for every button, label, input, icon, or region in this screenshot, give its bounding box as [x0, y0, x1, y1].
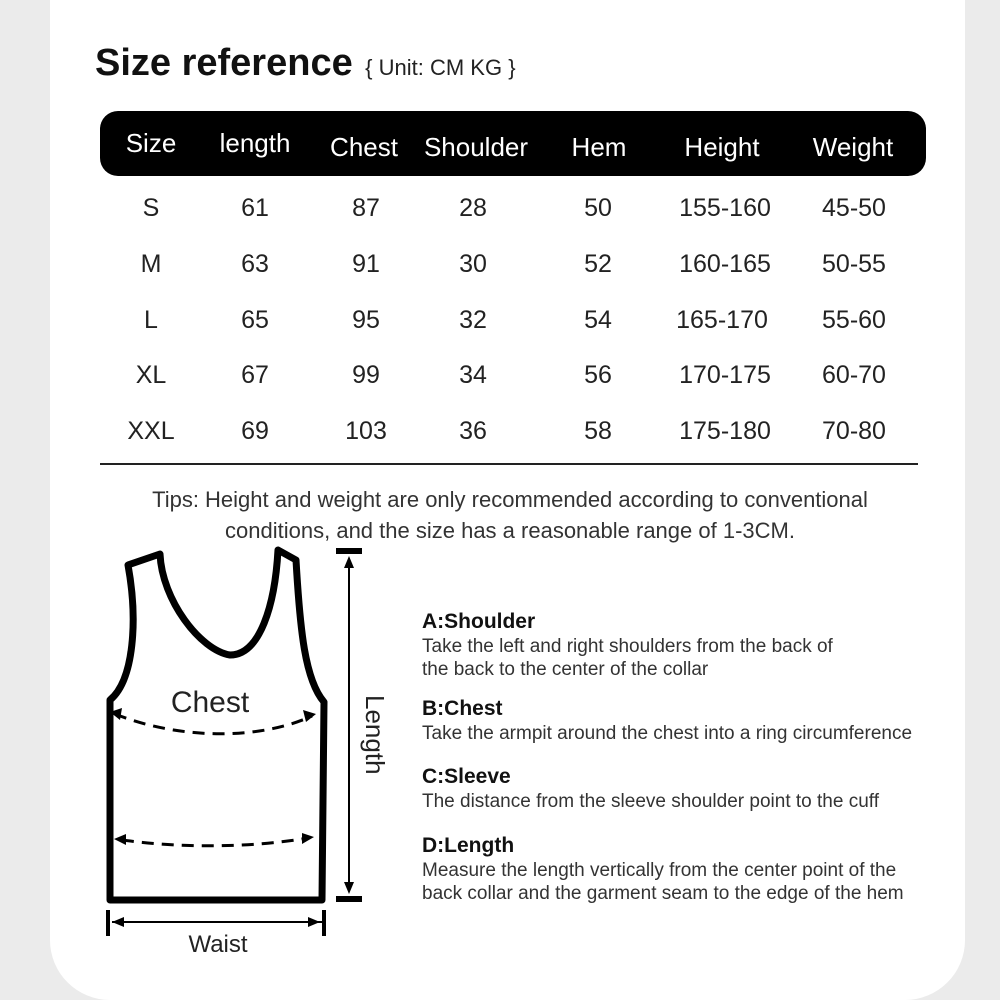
table-cell: 28: [459, 194, 487, 222]
header-length: length: [219, 128, 291, 158]
table-cell: 52: [584, 250, 612, 278]
waist-inner-measure-line: [122, 838, 308, 846]
table-cell: 170-175: [679, 361, 771, 389]
tips-line: Tips: Height and weight are only recommended according to conventional: [152, 487, 868, 512]
table-cell: 103: [345, 417, 387, 445]
table-cell: 95: [352, 306, 380, 334]
description-sleeve: [422, 764, 982, 813]
table-cell: 165-170: [676, 306, 768, 334]
unit-label: { Unit: CM KG }: [365, 55, 516, 80]
description-title: C:Sleeve: [422, 765, 511, 788]
length-label: Length: [360, 695, 390, 775]
description-title: B:Chest: [422, 697, 503, 720]
description-shoulder: [422, 609, 982, 681]
table-cell: L: [144, 306, 158, 334]
tank-top-outline: [110, 550, 324, 900]
description-text: [422, 859, 982, 905]
table-cell: 56: [584, 361, 612, 389]
table-cell: 70-80: [822, 417, 886, 445]
description-chest: [422, 696, 982, 745]
header-shoulder: Shoulder: [423, 132, 529, 162]
table-cell: 87: [352, 194, 380, 222]
waist-label: Waist: [188, 931, 248, 958]
tank-top-illustration: [90, 540, 400, 970]
description-line: back collar and the garment seam to the edge of the hem: [422, 883, 904, 904]
table-cell: 175-180: [679, 417, 771, 445]
table-cell: 55-60: [822, 306, 886, 334]
description-title: A:Shoulder: [422, 610, 536, 633]
table-cell: 50: [584, 194, 612, 222]
table-cell: 63: [241, 250, 269, 278]
table-cell: 99: [352, 361, 380, 389]
description-text: [422, 722, 982, 745]
waist-inner-arrow-right: [302, 833, 314, 844]
description-text: [422, 635, 982, 681]
waist-inner-arrow-left: [114, 834, 126, 845]
header-size: Size: [125, 128, 177, 158]
table-cell: 50-55: [822, 250, 886, 278]
table-cell: 54: [584, 306, 612, 334]
table-cell: 91: [352, 250, 380, 278]
page-title: Size reference: [95, 42, 353, 84]
description-length: [422, 833, 982, 905]
table-cell: XL: [135, 361, 167, 389]
description-line: Take the left and right shoulders from the back of: [422, 636, 833, 657]
table-cell: 155-160: [679, 194, 771, 222]
header-hem: Hem: [571, 132, 627, 162]
description-text: [422, 790, 982, 813]
table-cell: S: [142, 194, 160, 222]
tank-top-diagram: [90, 540, 400, 975]
length-arrow-top: [344, 556, 354, 568]
table-cell: 45-50: [822, 194, 886, 222]
table-cell: 61: [241, 194, 269, 222]
table-cell: M: [140, 250, 162, 278]
table-cell: 34: [459, 361, 487, 389]
waist-left-cap: [106, 910, 110, 936]
table-cell: 69: [241, 417, 269, 445]
table-cell: 67: [241, 361, 269, 389]
waist-arrow-left: [112, 917, 124, 927]
chest-arrow-right: [303, 710, 316, 722]
header-height: Height: [684, 132, 760, 162]
table-cell: XXL: [127, 417, 175, 445]
waist-right-cap: [322, 910, 326, 936]
tips-line: conditions, and the size has a reasonable range of 1-3CM.: [225, 518, 795, 543]
tips-text: [80, 484, 940, 546]
table-cell: 60-70: [822, 361, 886, 389]
chest-label: Chest: [170, 686, 250, 719]
description-title: D:Length: [422, 834, 515, 857]
table-cell: 65: [241, 306, 269, 334]
header-chest: Chest: [330, 132, 398, 162]
description-line: The distance from the sleeve shoulder point to the cuff: [422, 791, 879, 812]
table-divider: [100, 463, 918, 465]
table-cell: 36: [459, 417, 487, 445]
length-arrow-bottom: [344, 882, 354, 894]
table-cell: 30: [459, 250, 487, 278]
table-cell: 32: [459, 306, 487, 334]
title-row: [95, 42, 516, 85]
table-header: [100, 111, 926, 176]
description-line: Measure the length vertically from the center point of the: [422, 860, 897, 881]
table-cell: 58: [584, 417, 612, 445]
header-weight: Weight: [812, 132, 894, 162]
length-bottom-cap: [336, 896, 362, 902]
table-cell: 160-165: [679, 250, 771, 278]
waist-arrow-right: [308, 917, 320, 927]
description-line: Take the armpit around the chest into a ring circumference: [422, 723, 913, 744]
description-line: the back to the center of the collar: [422, 659, 709, 680]
length-top-cap: [336, 548, 362, 554]
